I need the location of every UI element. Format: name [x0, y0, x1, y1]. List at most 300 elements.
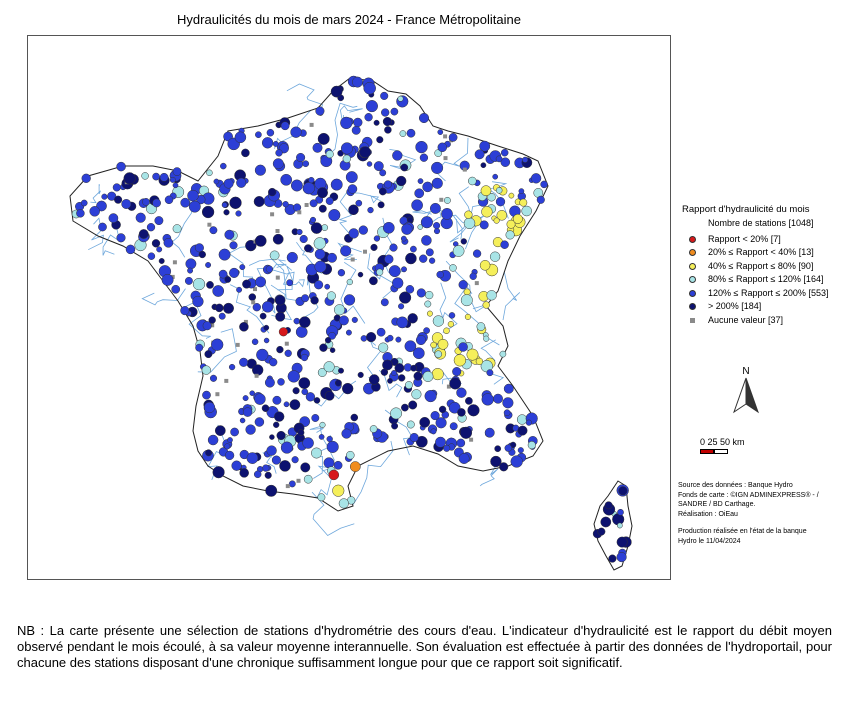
station-marker: [225, 444, 231, 450]
station-marker: [342, 383, 353, 394]
station-marker: [601, 517, 611, 527]
station-marker: [277, 431, 286, 440]
station-marker: [273, 422, 279, 428]
station-marker: [196, 344, 203, 351]
station-marker: [598, 528, 605, 535]
station-marker: [378, 343, 388, 353]
station-marker: [310, 217, 316, 223]
station-marker: [450, 264, 457, 271]
station-marker: [459, 280, 468, 289]
station-marker: [272, 456, 281, 465]
station-marker: [297, 479, 301, 483]
station-marker: [487, 370, 493, 376]
station-marker: [504, 410, 510, 416]
station-marker: [240, 468, 249, 477]
station-marker: [255, 374, 259, 378]
station-marker: [224, 179, 233, 188]
station-marker: [365, 113, 373, 121]
station-marker: [327, 292, 336, 301]
station-marker: [402, 224, 413, 235]
station-marker: [283, 201, 289, 207]
station-marker: [468, 177, 476, 185]
station-marker: [215, 426, 225, 436]
station-marker: [331, 86, 342, 97]
station-marker: [235, 132, 246, 143]
station-marker: [430, 203, 440, 213]
station-marker: [443, 134, 447, 138]
source-line: Source des données : Banque Hydro: [678, 482, 793, 489]
station-marker: [522, 206, 532, 216]
station-marker: [482, 206, 493, 217]
legend-dot-icon: [689, 290, 696, 297]
station-marker: [338, 368, 343, 373]
station-marker: [262, 301, 273, 312]
station-marker: [239, 358, 248, 367]
station-marker: [262, 137, 273, 148]
station-marker: [483, 302, 490, 309]
station-marker: [250, 391, 255, 396]
station-marker: [401, 404, 408, 411]
station-marker: [117, 162, 126, 171]
station-marker: [205, 350, 212, 357]
station-marker: [240, 418, 245, 423]
station-marker: [223, 303, 233, 313]
station-marker: [325, 391, 334, 400]
station-marker: [390, 408, 401, 419]
station-marker: [496, 156, 502, 162]
station-marker: [343, 155, 351, 163]
station-marker: [152, 239, 160, 247]
station-marker: [383, 222, 394, 233]
station-marker: [448, 321, 454, 327]
source-line: SANDRE / BD Carthage.: [678, 501, 756, 508]
station-marker: [326, 197, 333, 204]
station-marker: [405, 381, 412, 388]
station-marker: [511, 456, 523, 468]
station-marker: [170, 177, 175, 182]
station-marker: [274, 412, 284, 422]
station-marker: [352, 77, 362, 87]
station-marker: [438, 339, 448, 349]
station-marker: [304, 475, 312, 483]
station-marker: [505, 445, 512, 452]
station-marker: [436, 418, 447, 429]
station-marker: [475, 150, 484, 159]
station-marker: [415, 189, 424, 198]
river-line: [90, 184, 100, 202]
legend-item: [682, 246, 828, 260]
station-marker: [239, 322, 248, 331]
station-marker: [273, 141, 278, 146]
station-marker: [246, 425, 256, 435]
station-marker: [189, 201, 200, 212]
station-marker: [264, 325, 269, 330]
station-marker: [303, 182, 315, 194]
station-marker: [281, 174, 292, 185]
station-marker: [215, 392, 219, 396]
station-marker: [265, 378, 274, 387]
station-marker: [330, 348, 335, 353]
station-marker: [541, 181, 548, 188]
station-marker: [300, 235, 308, 243]
station-marker: [213, 466, 225, 478]
station-marker: [392, 151, 402, 161]
station-marker: [340, 117, 352, 129]
station-marker: [398, 304, 404, 310]
station-marker: [369, 277, 377, 285]
station-marker: [276, 312, 285, 321]
station-marker: [286, 484, 290, 488]
legend-dot-icon: [689, 236, 696, 243]
station-marker: [411, 365, 417, 371]
station-marker: [327, 441, 339, 453]
station-marker: [199, 251, 206, 258]
station-marker: [225, 276, 231, 282]
station-marker: [503, 398, 514, 409]
station-marker: [276, 150, 283, 157]
station-marker: [266, 485, 277, 496]
station-marker: [465, 397, 472, 404]
station-marker: [431, 162, 443, 174]
station-marker: [341, 143, 353, 155]
station-marker: [369, 375, 379, 385]
station-marker: [126, 245, 135, 254]
station-marker: [291, 180, 302, 191]
station-marker: [427, 311, 432, 316]
station-marker: [389, 265, 400, 276]
station-marker: [224, 210, 230, 216]
station-marker: [241, 149, 249, 157]
legend-item-label: 120% ≤ Rapport ≤ 200% [553]: [708, 287, 829, 298]
station-marker: [229, 268, 239, 278]
station-marker: [437, 271, 444, 278]
station-marker: [288, 371, 300, 383]
station-marker: [159, 258, 164, 263]
station-marker: [293, 387, 300, 394]
station-marker: [273, 159, 283, 169]
station-marker: [329, 209, 341, 221]
station-marker: [230, 197, 242, 209]
station-marker: [350, 462, 360, 472]
station-marker: [225, 230, 234, 239]
station-marker: [339, 316, 348, 325]
station-marker: [225, 451, 234, 460]
station-marker: [450, 378, 461, 389]
station-marker: [285, 350, 292, 357]
station-marker: [301, 295, 308, 302]
station-marker: [333, 485, 345, 497]
station-marker: [338, 269, 345, 276]
source-line: Production réalisée en l'état de la banque: [678, 528, 807, 535]
station-marker: [76, 209, 84, 217]
legend-subtitle: Nombre de stations [1048]: [708, 217, 814, 228]
station-marker: [426, 249, 433, 256]
france-map: [28, 36, 672, 581]
station-marker: [425, 291, 433, 299]
station-marker: [254, 471, 261, 478]
station-marker: [219, 249, 230, 260]
station-marker: [280, 460, 291, 471]
station-marker: [481, 186, 491, 196]
station-marker: [236, 178, 246, 188]
station-marker: [311, 223, 322, 234]
station-marker: [439, 406, 446, 413]
station-marker: [292, 456, 299, 463]
station-marker: [213, 285, 224, 296]
station-marker: [360, 147, 371, 158]
station-marker: [109, 214, 118, 223]
station-marker: [209, 317, 216, 324]
station-marker: [320, 344, 328, 352]
station-marker: [464, 289, 470, 295]
station-marker: [400, 131, 406, 137]
station-marker: [262, 465, 269, 472]
map-frame: [27, 35, 671, 580]
station-marker: [181, 306, 190, 315]
station-marker: [266, 266, 273, 273]
station-marker: [449, 133, 457, 141]
station-marker: [481, 163, 486, 168]
station-marker: [299, 378, 310, 389]
station-marker: [301, 463, 310, 472]
station-marker: [301, 354, 308, 361]
station-marker: [220, 163, 226, 169]
station-marker: [619, 487, 628, 496]
station-marker: [420, 154, 428, 162]
station-marker: [254, 196, 264, 206]
station-marker: [460, 427, 472, 439]
station-marker: [408, 313, 418, 323]
station-marker: [421, 216, 433, 228]
station-marker: [483, 336, 489, 342]
station-marker: [401, 267, 406, 272]
station-marker: [279, 328, 288, 337]
scale-label: 0 25 50 km: [700, 437, 745, 447]
station-marker: [433, 222, 440, 229]
station-marker: [351, 414, 358, 421]
station-marker: [425, 390, 437, 402]
station-marker: [457, 408, 465, 416]
station-marker: [114, 196, 122, 204]
station-marker: [316, 107, 325, 116]
station-marker: [425, 301, 431, 307]
station-marker: [240, 264, 245, 269]
station-marker: [284, 402, 289, 407]
station-marker: [410, 433, 419, 442]
station-marker: [322, 225, 328, 231]
station-marker: [377, 136, 384, 143]
station-marker: [444, 197, 450, 203]
station-marker: [173, 168, 181, 176]
legend-title: Rapport d'hydraulicité du mois: [682, 204, 810, 215]
station-marker: [269, 358, 277, 366]
station-marker: [308, 177, 314, 183]
station-marker: [296, 153, 305, 162]
station-marker: [617, 509, 623, 515]
station-marker: [340, 246, 351, 257]
station-marker: [401, 236, 406, 241]
station-marker: [493, 394, 502, 403]
station-marker: [299, 317, 310, 328]
station-marker: [379, 188, 386, 195]
station-marker: [298, 430, 304, 436]
station-marker: [407, 129, 415, 137]
station-marker: [384, 126, 391, 133]
station-marker: [395, 363, 404, 372]
station-marker: [319, 205, 326, 212]
station-marker: [297, 210, 301, 214]
station-marker: [391, 108, 398, 115]
station-marker: [459, 343, 468, 352]
station-marker: [509, 193, 514, 198]
station-marker: [267, 446, 277, 456]
station-marker: [371, 244, 378, 251]
station-marker: [391, 423, 397, 429]
station-marker: [247, 453, 258, 464]
station-marker: [102, 194, 108, 200]
station-marker: [412, 200, 423, 211]
station-marker: [311, 448, 321, 458]
station-marker: [431, 429, 436, 434]
station-marker: [136, 213, 146, 223]
station-marker: [482, 394, 494, 406]
station-marker: [173, 260, 177, 264]
station-marker: [410, 246, 416, 252]
station-marker: [325, 337, 331, 343]
river-line: [353, 441, 393, 505]
station-marker: [255, 235, 266, 246]
station-marker: [349, 229, 359, 239]
map-legend: [682, 205, 828, 327]
station-marker: [441, 208, 452, 219]
station-marker: [255, 132, 261, 138]
station-marker: [214, 179, 219, 184]
station-marker: [270, 251, 279, 260]
station-marker: [187, 268, 192, 273]
station-marker: [251, 300, 255, 304]
station-marker: [312, 414, 319, 421]
station-marker: [303, 438, 314, 449]
station-marker: [148, 253, 155, 260]
station-marker: [313, 143, 322, 152]
station-marker: [518, 447, 524, 453]
station-marker: [185, 277, 192, 284]
station-marker: [358, 372, 364, 378]
station-marker: [210, 375, 217, 382]
station-marker: [383, 117, 392, 126]
station-marker: [219, 313, 225, 319]
station-marker: [90, 206, 100, 216]
station-marker: [477, 323, 485, 331]
station-marker: [318, 133, 329, 144]
station-marker: [467, 349, 478, 360]
station-marker: [368, 207, 374, 213]
station-marker: [617, 523, 622, 528]
north-arrow-icon: [729, 364, 763, 416]
station-marker: [319, 434, 324, 439]
station-marker: [398, 375, 405, 382]
station-marker: [405, 253, 416, 264]
station-marker: [206, 281, 213, 288]
station-marker: [506, 231, 515, 240]
station-marker: [269, 435, 274, 440]
station-marker: [306, 392, 315, 401]
station-marker: [276, 229, 280, 233]
station-marker: [202, 366, 211, 375]
station-marker: [254, 394, 265, 405]
station-marker: [326, 150, 334, 158]
station-marker: [281, 442, 293, 454]
station-marker: [439, 198, 443, 202]
station-marker: [142, 198, 149, 205]
legend-item-label: Rapport < 20% [7]: [708, 233, 781, 244]
station-marker: [367, 162, 372, 167]
station-marker: [273, 234, 283, 244]
station-marker: [346, 330, 351, 335]
station-marker: [315, 261, 327, 273]
legend-item: [682, 314, 828, 328]
note-text: NB : La carte présente une sélection de stations d'hydrométrie des cours d'eau. L'indicateur d'hydraulicité est le rapport du débit moyen observé pendant le mois écoulé, à sa valeur moyenne interannuelle. Son évaluation est effectuée à partir des données de l'hydroportail, pour chacune des stations disposant d'une chronique suffisamment longue pour que ce rapport soit significatif.: [17, 623, 832, 670]
station-marker: [397, 317, 408, 328]
station-marker: [164, 238, 173, 247]
station-marker: [518, 426, 527, 435]
station-marker: [419, 113, 429, 123]
station-marker: [376, 269, 383, 276]
station-marker: [224, 379, 228, 383]
station-marker: [310, 123, 314, 127]
source-line: Fonds de carte : ©IGN ADMINEXPRESS® - /: [678, 491, 819, 499]
station-marker: [434, 228, 440, 234]
station-marker: [381, 369, 388, 376]
legend-item-label: 80% ≤ Rapport ≤ 120% [164]: [708, 274, 824, 285]
station-marker: [380, 92, 388, 100]
station-marker: [429, 258, 435, 264]
legend-item: [682, 300, 828, 314]
legend-dot-icon: [689, 303, 696, 310]
legend-item: [682, 260, 828, 274]
station-marker: [352, 126, 360, 134]
station-marker: [461, 239, 467, 245]
station-marker: [208, 435, 218, 445]
station-marker: [406, 285, 414, 293]
station-marker: [346, 451, 354, 459]
station-marker: [370, 425, 377, 432]
station-marker: [195, 244, 204, 253]
source-line: Hydro le 11/04/2024: [678, 537, 741, 545]
station-marker: [289, 481, 295, 487]
station-marker: [210, 227, 217, 234]
station-marker: [211, 339, 223, 351]
station-marker: [147, 223, 155, 231]
station-marker: [513, 214, 522, 223]
station-marker: [273, 396, 281, 404]
station-marker: [253, 303, 261, 311]
station-marker: [464, 218, 475, 229]
station-marker: [399, 292, 411, 304]
station-marker: [139, 229, 148, 238]
station-marker: [317, 188, 327, 198]
station-marker: [160, 173, 168, 181]
scale-bar: [700, 437, 745, 454]
legend-item-label: > 200% [184]: [708, 301, 762, 312]
station-marker: [384, 255, 393, 264]
station-marker: [124, 173, 136, 185]
station-marker: [255, 165, 266, 176]
station-marker: [443, 445, 450, 452]
station-marker: [377, 328, 385, 336]
station-marker: [480, 221, 488, 229]
station-marker: [485, 428, 494, 437]
